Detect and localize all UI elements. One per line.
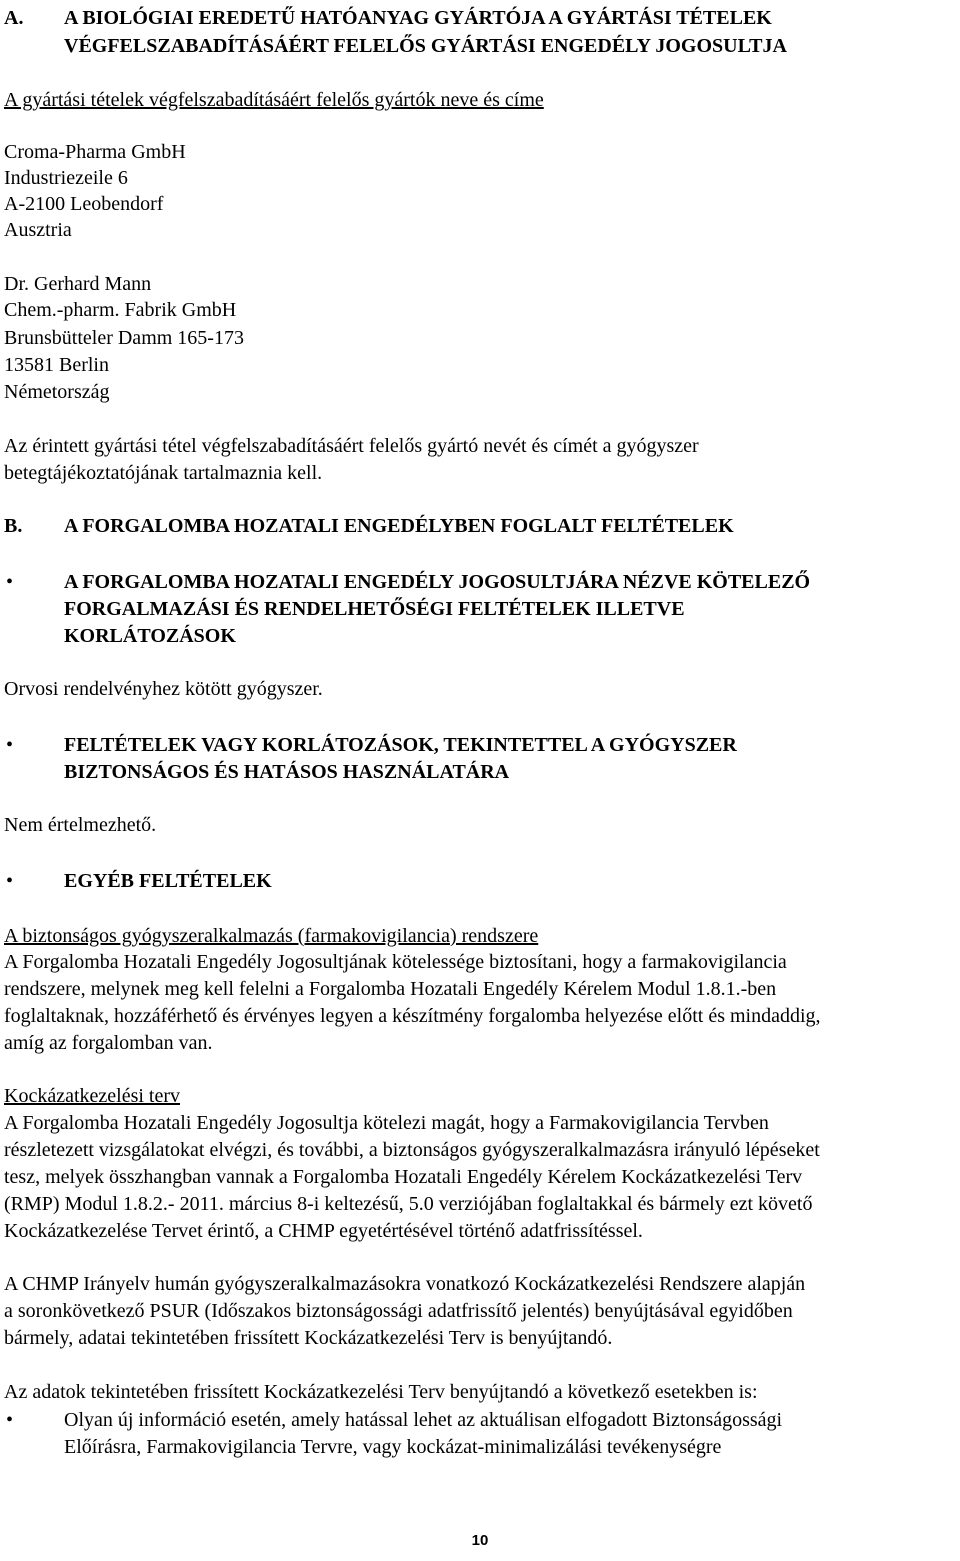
bullet3-title: EGYÉB FELTÉTELEK (64, 870, 272, 892)
pharmacovigilance-line1: A Forgalomba Hozatali Engedély Jogosultjának kötelessége biztosítani, hogy a farmakovigilancia (4, 951, 787, 973)
updated-plan-bullet-line1: Olyan új információ esetén, amely hatással lehet az aktuálisan elfogadott Biztonságossági (64, 1409, 783, 1431)
risk-plan-line3: tesz, melyek összhangban vannak a Forgalomba Hozatali Engedély Kérelem Kockázatkezelési Terv (4, 1166, 803, 1188)
section-a-title-line1: A BIOLÓGIAI EREDETŰ HATÓANYAG GYÁRTÓJA A GYÁRTÁSI TÉTELEK (64, 7, 772, 29)
section-b-label: B. (4, 515, 23, 537)
manufacturer2-city: 13581 Berlin (4, 354, 109, 376)
bullet1-title-line1: A FORGALOMBA HOZATALI ENGEDÉLY JOGOSULTJÁRA NÉZVE KÖTELEZŐ (64, 571, 811, 593)
bullet1-title-line2: FORGALMAZÁSI ÉS RENDELHETŐSÉGI FELTÉTELEK ILLETVE (64, 598, 685, 620)
bullet2-title-line2: BIZTONSÁGOS ÉS HATÁSOS HASZNÁLATÁRA (64, 761, 510, 783)
pharmacovigilance-line2: rendszere, melynek meg kell felelni a Forgalomba Hozatali Engedély Kérelem Modul 1.8.1.-ben (4, 978, 777, 1000)
risk-plan-title: Kockázatkezelési terv (4, 1085, 181, 1107)
manufacturer1-country: Ausztria (4, 219, 72, 241)
pharmacovigilance-title: A biztonságos gyógyszeralkalmazás (farmakovigilancia) rendszere (4, 925, 539, 947)
bullet-icon: • (6, 1409, 14, 1431)
leaflet-note-line2: betegtájékoztatójának tartalmaznia kell. (4, 462, 323, 484)
pharmacovigilance-line3: foglaltaknak, hozzáférhető és érvényes legyen a készítmény forgalomba helyezése előtt és mindaddig, (4, 1005, 821, 1027)
risk-plan-line5: Kockázatkezelése Tervet érintő, a CHMP egyetértésével történő adatfrissítéssel. (4, 1220, 643, 1242)
bullet-icon: • (6, 571, 14, 593)
manufacturer1-city: A-2100 Leobendorf (4, 193, 164, 215)
chmp-line1: A CHMP Irányelv humán gyógyszeralkalmazásokra vonatkozó Kockázatkezelési Rendszere alapján (4, 1273, 806, 1295)
bullet-icon: • (6, 734, 14, 756)
manufacturer2-name: Dr. Gerhard Mann (4, 273, 152, 295)
manufacturer1-name: Croma-Pharma GmbH (4, 141, 186, 163)
manufacturer2-country: Németország (4, 381, 110, 403)
manufacturer1-street: Industriezeile 6 (4, 167, 128, 189)
chmp-line3: bármely, adatai tekintetében frissített Kockázatkezelési Terv is benyújtandó. (4, 1327, 613, 1349)
risk-plan-line1: A Forgalomba Hozatali Engedély Jogosultja kötelezi magát, hogy a Farmakovigilancia Tervben (4, 1112, 769, 1134)
bullet-icon: • (6, 870, 14, 892)
section-a-label: A. (4, 7, 24, 29)
updated-plan-bullet-line2: Előírásra, Farmakovigilancia Tervre, vagy kockázat-minimalizálási tevékenységre (64, 1436, 722, 1458)
section-b-title: A FORGALOMBA HOZATALI ENGEDÉLYBEN FOGLALT FELTÉTELEK (64, 515, 734, 537)
bullet1-title-line3: KORLÁTOZÁSOK (64, 625, 236, 647)
risk-plan-line2: részletezett vizsgálatokat elvégzi, és további, a biztonságos gyógyszeralkalmazásra irányuló lépéseket (4, 1139, 820, 1161)
bullet2-body: Nem értelmezhető. (4, 814, 157, 836)
manufacturers-heading: A gyártási tételek végfelszabadításáért felelős gyártók neve és címe (4, 89, 544, 111)
updated-plan-intro: Az adatok tekintetében frissített Kockázatkezelési Terv benyújtandó a következő esetekben is: (4, 1381, 758, 1403)
page-number: 10 (471, 1532, 489, 1549)
risk-plan-line4: (RMP) Modul 1.8.2.- 2011. március 8-i keltezésű, 5.0 verziójában foglaltakkal és bármely ezt követő (4, 1193, 813, 1215)
leaflet-note-line1: Az érintett gyártási tétel végfelszabadításáért felelős gyártó nevét és címét a gyógyszer (4, 435, 699, 457)
bullet1-body: Orvosi rendelvényhez kötött gyógyszer. (4, 678, 323, 700)
section-a-title-line2: VÉGFELSZABADÍTÁSÁÉRT FELELŐS GYÁRTÁSI ENGEDÉLY JOGOSULTJA (64, 35, 787, 57)
chmp-line2: a soronkövetkező PSUR (Időszakos biztonságossági adatfrissítő jelentés) benyújtásával egyidőben (4, 1300, 793, 1322)
bullet2-title-line1: FELTÉTELEK VAGY KORLÁTOZÁSOK, TEKINTETTEL A GYÓGYSZER (64, 734, 737, 756)
manufacturer2-street: Brunsbütteler Damm 165-173 (4, 327, 244, 349)
pharmacovigilance-line4: amíg az forgalomban van. (4, 1032, 213, 1054)
manufacturer2-company: Chem.-pharm. Fabrik GmbH (4, 299, 237, 321)
